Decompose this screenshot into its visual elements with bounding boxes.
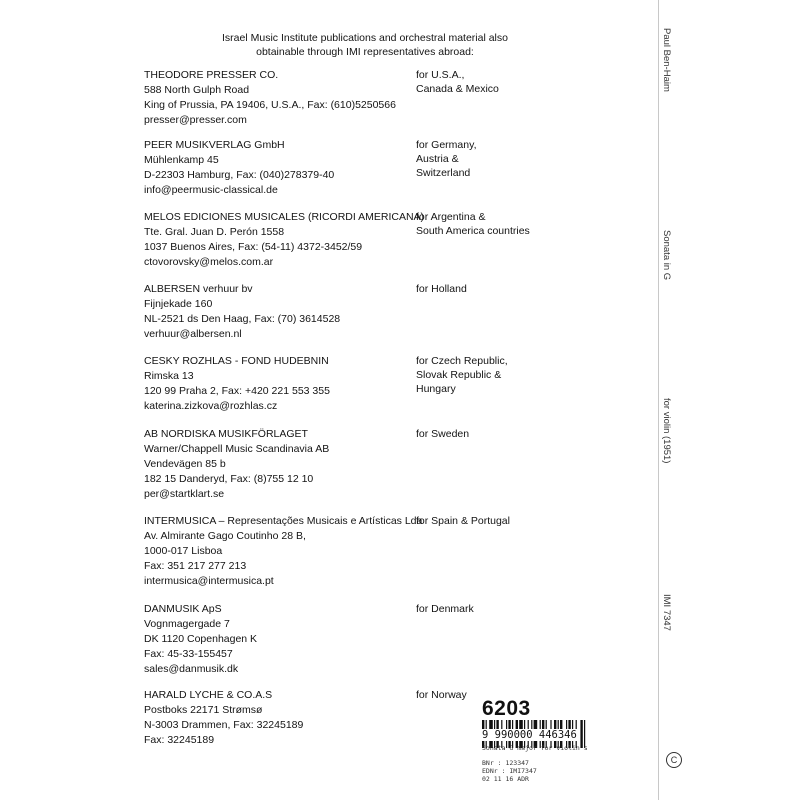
address-line: 1000-017 Lisboa xyxy=(144,545,223,557)
representative-name: INTERMUSICA – Representações Musicais e Artísticas Lda xyxy=(144,515,423,527)
page-header xyxy=(180,31,550,59)
address-line: Tte. Gral. Juan D. Perón 1558 xyxy=(144,226,285,238)
representative-address xyxy=(144,68,414,128)
barcode-ednr: EDNr : IMI7347 xyxy=(482,767,537,775)
representative-address xyxy=(144,282,414,342)
region-line: Canada & Mexico xyxy=(416,83,499,95)
price-code: 6203 xyxy=(482,697,531,720)
barcode-bnr: BNr : 123347 xyxy=(482,759,529,767)
barcode-caption: Sonata G major for violin s xyxy=(482,744,588,752)
address-line: Fax: 45-33-155457 xyxy=(144,648,233,660)
region-line: South America countries xyxy=(416,225,530,237)
representative-region xyxy=(416,282,556,296)
email-line: katerina.zizkova@rozhlas.cz xyxy=(144,400,278,412)
region-line: for U.S.A., xyxy=(416,69,465,81)
address-line: Vendevägen 85 b xyxy=(144,458,226,470)
address-line: Mühlenkamp 45 xyxy=(144,154,219,166)
email-line: per@startklart.se xyxy=(144,488,225,500)
address-line: Vognmagergade 7 xyxy=(144,618,230,630)
address-line: NL-2521 ds Den Haag, Fax: (70) 3614528 xyxy=(144,313,341,325)
address-line: Fax: 32245189 xyxy=(144,734,215,746)
region-line: for Argentina & xyxy=(416,211,486,223)
address-line: 1037 Buenos Aires, Fax: (54-11) 4372-3452/59 xyxy=(144,241,363,253)
address-line: 182 15 Danderyd, Fax: (8)755 12 10 xyxy=(144,473,314,485)
representative-address xyxy=(144,514,423,589)
representative-address xyxy=(144,688,414,748)
email-line: sales@danmusik.dk xyxy=(144,663,239,675)
barcode-date: 02 11 16 ADR xyxy=(482,775,529,783)
representative-name: PEER MUSIKVERLAG GmbH xyxy=(144,139,285,151)
representative-region xyxy=(416,68,556,96)
region-line: for Czech Republic, xyxy=(416,355,508,367)
representative-region xyxy=(416,138,556,180)
representative-name: ALBERSEN verhuur bv xyxy=(144,283,253,295)
spine-title: Sonata in G xyxy=(661,230,672,281)
representative-name: MELOS EDICIONES MUSICALES (RICORDI AMERICANA) xyxy=(144,211,425,223)
representative-region xyxy=(416,354,556,396)
email-line: info@peermusic-classical.de xyxy=(144,184,278,196)
address-line: N-3003 Drammen, Fax: 32245189 xyxy=(144,719,304,731)
region-line: for Holland xyxy=(416,283,467,295)
region-line: Switzerland xyxy=(416,167,471,179)
address-line: Rimska 13 xyxy=(144,370,194,382)
representative-region xyxy=(416,514,556,528)
address-line: D-22303 Hamburg, Fax: (040)278379-40 xyxy=(144,169,335,181)
address-line: Postboks 22171 Strømsø xyxy=(144,704,263,716)
representative-region xyxy=(416,210,556,238)
barcode-digits: 9 990000 446346 xyxy=(482,729,577,741)
header-line-2: obtainable through IMI representatives abroad: xyxy=(256,46,474,58)
representative-region xyxy=(416,602,556,616)
email-line: presser@presser.com xyxy=(144,114,247,126)
header-line-1: Israel Music Institute publications and orchestral material also xyxy=(222,32,508,44)
spine-divider xyxy=(658,0,659,800)
address-line: Av. Almirante Gago Coutinho 28 B, xyxy=(144,530,306,542)
representative-address xyxy=(144,210,425,270)
address-line: King of Prussia, PA 19406, U.S.A., Fax: (610)5250566 xyxy=(144,99,396,111)
email-line: verhuur@albersen.nl xyxy=(144,328,242,340)
representative-name: HARALD LYCHE & CO.A.S xyxy=(144,689,273,701)
representative-address xyxy=(144,602,414,677)
address-line: 588 North Gulph Road xyxy=(144,84,250,96)
representative-address xyxy=(144,138,414,198)
region-line: for Sweden xyxy=(416,428,470,440)
representative-address xyxy=(144,427,414,502)
address-line: DK 1120 Copenhagen K xyxy=(144,633,258,645)
spine-instrument: for violin (1951) xyxy=(661,398,672,464)
email-line: intermusica@intermusica.pt xyxy=(144,575,274,587)
region-line: for Denmark xyxy=(416,603,474,615)
spine-catalog-number: IMI 7347 xyxy=(661,594,672,631)
spine-composer: Paul Ben-Haim xyxy=(661,28,672,92)
representative-name: DANMUSIK ApS xyxy=(144,603,222,615)
region-line: Slovak Republic & xyxy=(416,369,502,381)
region-line: for Germany, xyxy=(416,139,477,151)
representative-name: CESKY ROZHLAS - FOND HUDEBNIN xyxy=(144,355,329,367)
email-line: ctovorovsky@melos.com.ar xyxy=(144,256,274,268)
region-line: Austria & xyxy=(416,153,459,165)
representative-name: THEODORE PRESSER CO. xyxy=(144,69,279,81)
region-line: for Spain & Portugal xyxy=(416,515,510,527)
representative-region xyxy=(416,427,556,441)
copyright-icon: C xyxy=(666,752,682,768)
representative-name: AB NORDISKA MUSIKFÖRLAGET xyxy=(144,428,308,440)
address-line: Fijnjekade 160 xyxy=(144,298,213,310)
address-line: 120 99 Praha 2, Fax: +420 221 553 355 xyxy=(144,385,330,397)
region-line: Hungary xyxy=(416,383,456,395)
address-line: Fax: 351 217 277 213 xyxy=(144,560,247,572)
address-line: Warner/Chappell Music Scandinavia AB xyxy=(144,443,330,455)
region-line: for Norway xyxy=(416,689,467,701)
representative-address xyxy=(144,354,414,414)
